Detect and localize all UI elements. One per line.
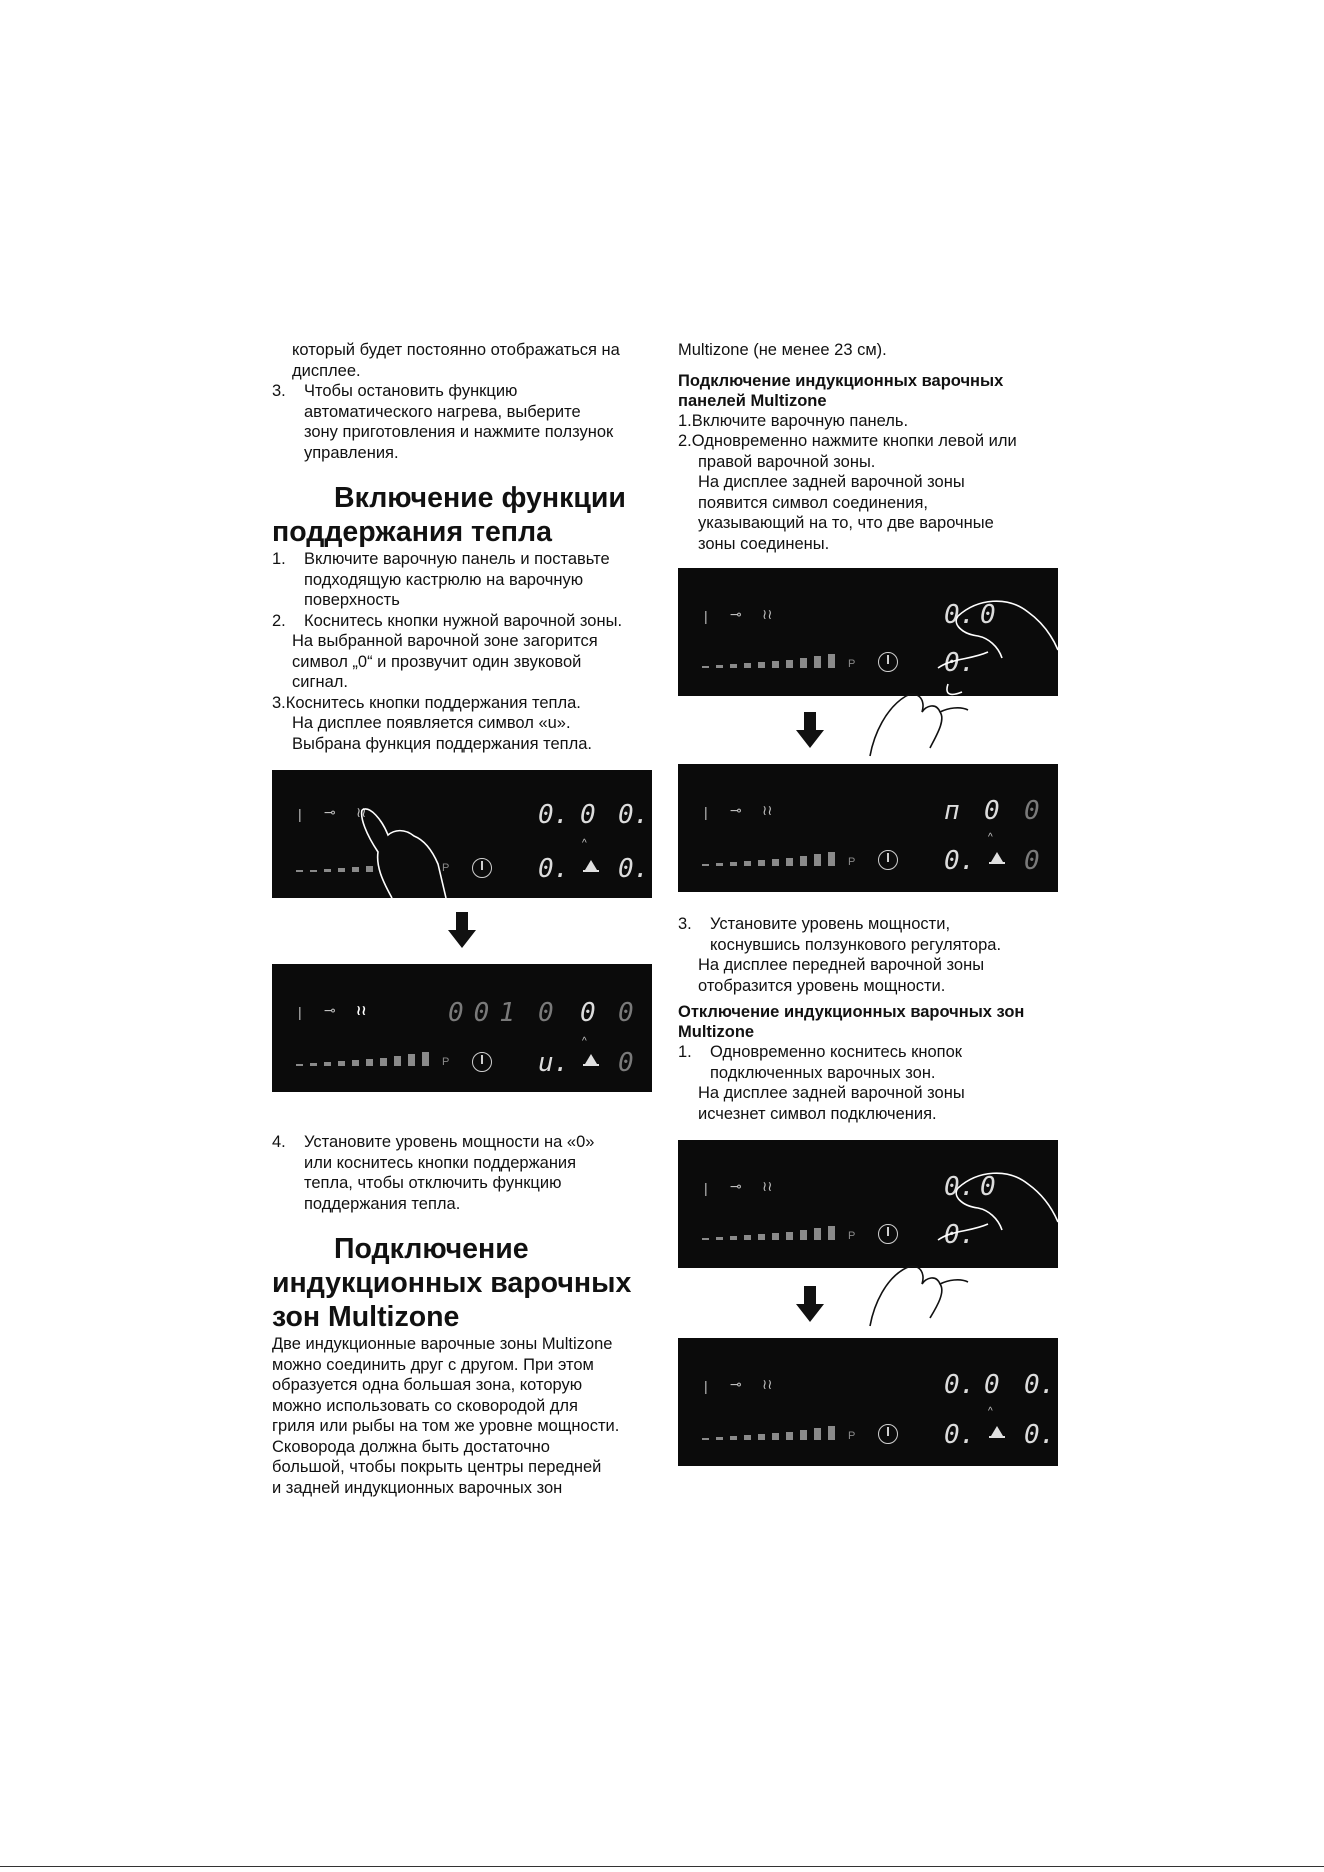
keep-warm-icon: ≀≀ xyxy=(762,1376,773,1392)
paragraph: Multizone (не менее 23 см). xyxy=(678,341,887,359)
paragraph-line: большой, чтобы покрыть центры передней xyxy=(272,1458,602,1476)
finger-hand-icon xyxy=(918,1160,1058,1268)
zone-display-rear: 0 xyxy=(580,998,596,1028)
zone-display-front-right: 0. xyxy=(1024,1420,1056,1450)
down-arrow-icon xyxy=(448,912,476,948)
section-heading: Подключение xyxy=(334,1233,529,1265)
list-text: Одновременно коснитесь кнопок xyxy=(710,1043,962,1061)
list-text: Установите уровень мощности, xyxy=(710,915,951,933)
list-text: На дисплее задней варочной зоны xyxy=(698,1084,965,1102)
list-text: поверхность xyxy=(304,591,400,609)
zone-display-rear-right: 0 xyxy=(1024,796,1040,826)
lock-bar-icon: | xyxy=(704,1180,708,1196)
list-text: На дисплее передней варочной зоны xyxy=(698,956,985,974)
list-text: коснувшись ползункового регулятора. xyxy=(710,935,1002,954)
zone-display-front-right: 0 xyxy=(618,1048,634,1078)
zone-display-front-right: 0. xyxy=(618,854,650,884)
down-arrow-icon xyxy=(796,712,824,748)
zone-display-rear: 0. xyxy=(944,600,976,630)
zone-display-rear: 0 xyxy=(580,800,596,830)
list-text: указывающий на то, что две варочные xyxy=(698,514,994,532)
page-bottom-rule xyxy=(0,1866,1324,1867)
caret-icon: ^ xyxy=(988,832,993,843)
cooktop-panel xyxy=(272,770,652,898)
caret-icon: ^ xyxy=(582,838,587,849)
lock-bar-icon: | xyxy=(704,1378,708,1394)
key-icon: ⊸ xyxy=(730,1376,742,1392)
finger-hand-icon xyxy=(918,588,1058,696)
key-icon: ⊸ xyxy=(730,802,742,818)
list-text: зоны соединены. xyxy=(698,534,830,553)
paragraph: дисплее. xyxy=(292,361,361,380)
zone-display-rear-right: 0. xyxy=(618,800,650,830)
timer-bell-icon[interactable] xyxy=(991,1426,1003,1436)
zone-display-rear-right: 0. xyxy=(1024,1370,1056,1400)
list-text: 3.Коснитесь кнопки поддержания тепла. xyxy=(272,693,581,712)
cooktop-panel xyxy=(272,964,652,1092)
list-text: исчезнет символ подключения. xyxy=(698,1104,937,1123)
power-icon[interactable] xyxy=(878,1224,898,1244)
power-slider[interactable] xyxy=(702,1422,852,1440)
zone-display-front: 0. xyxy=(944,648,976,678)
finger-hand-icon xyxy=(866,690,976,758)
zone-display-rear-right: 0 xyxy=(618,998,634,1028)
list-number: 3. xyxy=(272,382,286,400)
timer-display: 001 xyxy=(448,998,525,1028)
caret-icon: ^ xyxy=(988,1406,993,1417)
list-number: 1. xyxy=(272,550,286,568)
paragraph-line: можно использовать со сковородой для xyxy=(272,1396,578,1415)
cooktop-panel xyxy=(678,1338,1058,1466)
zone-display-front: u. xyxy=(538,1048,570,1078)
section-heading: Включение функции xyxy=(334,482,626,514)
keep-warm-icon: ≀≀ xyxy=(356,804,367,820)
section-heading: зон Multizone xyxy=(272,1301,460,1333)
caret-icon: ^ xyxy=(582,1036,587,1047)
list-text: или коснитесь кнопки поддержания xyxy=(304,1153,577,1172)
paragraph-line: гриля или рыбы на том же уровне мощности. xyxy=(272,1417,620,1435)
paragraph: который будет постоянно отображаться на xyxy=(292,341,620,359)
finger-hand-icon xyxy=(352,800,482,898)
slider-p-label: P xyxy=(442,862,450,874)
list-text: тепла, чтобы отключить функцию xyxy=(304,1174,562,1192)
cooktop-panel xyxy=(678,764,1058,892)
list-text: 2.Одновременно нажмите кнопки левой или xyxy=(678,432,1017,450)
list-text: Выбрана функция поддержания тепла. xyxy=(292,734,592,753)
subsection-heading: Отключение индукционных варочных зон xyxy=(678,1003,1025,1021)
list-text: 1.Включите варочную панель. xyxy=(678,411,909,430)
list-text: правой варочной зоны. xyxy=(698,452,876,471)
power-icon[interactable] xyxy=(472,1052,492,1072)
zone-display-front: 0. xyxy=(944,1420,976,1450)
list-number: 2. xyxy=(272,611,286,630)
list-item xyxy=(272,693,654,755)
keep-warm-icon: ≀≀ xyxy=(762,802,773,818)
cooktop-panel xyxy=(678,1140,1058,1268)
list-text: На дисплее задней варочной зоны xyxy=(698,473,965,491)
subsection-heading: панелей Multizone xyxy=(678,391,827,410)
down-arrow-icon xyxy=(796,1286,824,1322)
keep-warm-icon: ≀≀ xyxy=(356,1002,367,1018)
list-item xyxy=(272,611,654,693)
list-number: 3. xyxy=(678,915,692,933)
zone-display-rear: 0 xyxy=(984,1370,1000,1400)
zone-display-front: 0. xyxy=(944,846,976,876)
paragraph-line: Две индукционные варочные зоны Multizone xyxy=(272,1335,613,1353)
list-text: появится символ соединения, xyxy=(698,493,928,512)
subsection-heading: Multizone xyxy=(678,1023,755,1041)
zone-display-rear: 0 xyxy=(984,796,1000,826)
power-slider[interactable] xyxy=(702,1222,852,1240)
paragraph-line: Сковорода должна быть достаточно xyxy=(272,1437,550,1456)
list-text: сигнал. xyxy=(292,673,348,691)
lock-bar-icon: | xyxy=(298,1004,302,1020)
slider-p-label: P xyxy=(848,658,856,670)
lock-bar-icon: | xyxy=(704,608,708,624)
cooktop-panel xyxy=(678,568,1058,696)
keep-warm-icon: ≀≀ xyxy=(762,606,773,622)
slider-p-label: P xyxy=(848,1230,856,1242)
slider-p-label: P xyxy=(848,856,856,868)
timer-bell-icon[interactable] xyxy=(585,1054,597,1064)
paragraph-line: образуется одна большая зона, которую xyxy=(272,1376,583,1394)
zone-display-rear-right: 0 xyxy=(980,1172,996,1202)
timer-bell-icon[interactable] xyxy=(585,860,597,870)
zone-display-front: 0. xyxy=(944,1220,976,1250)
list-text: подходящую кастрюлю на варочную xyxy=(304,570,584,589)
list-text: управления. xyxy=(304,443,399,462)
key-icon: ⊸ xyxy=(730,1178,742,1194)
list-text: зону приготовления и нажмите ползунок xyxy=(304,423,614,441)
list-text: Коснитесь кнопки нужной варочной зоны. xyxy=(304,611,623,630)
zone-display-front: 0. xyxy=(538,854,570,884)
list-text: поддержания тепла. xyxy=(304,1194,461,1213)
timer-bell-icon[interactable] xyxy=(991,852,1003,862)
list-item xyxy=(272,549,654,611)
list-text: На выбранной варочной зоне загорится xyxy=(292,632,598,650)
power-icon[interactable] xyxy=(878,1424,898,1444)
list-item xyxy=(272,381,654,463)
list-text: отобразится уровень мощности. xyxy=(698,976,946,995)
timer-digit: 0. xyxy=(944,1370,976,1400)
slider-p-label: P xyxy=(442,1056,450,1068)
key-icon: ⊸ xyxy=(730,606,742,622)
lock-bar-icon: | xyxy=(298,806,302,822)
timer-digit: 0. xyxy=(538,800,570,830)
list-text: Установите уровень мощности на «0» xyxy=(304,1133,595,1151)
zone-display-rear: 0. xyxy=(944,1172,976,1202)
power-icon[interactable] xyxy=(878,850,898,870)
power-slider[interactable] xyxy=(702,848,852,866)
list-text: Включите варочную панель и поставьте xyxy=(304,550,610,568)
list-text: автоматического нагрева, выберите xyxy=(304,402,581,421)
list-number: 4. xyxy=(272,1133,286,1151)
section-heading: индукционных варочных xyxy=(272,1267,632,1299)
key-icon: ⊸ xyxy=(324,1002,336,1018)
list-text: Чтобы остановить функцию xyxy=(304,382,518,400)
list-text: подключенных варочных зон. xyxy=(710,1063,936,1082)
list-text: символ „0“ и прозвучит один звуковой xyxy=(292,652,582,671)
connection-symbol: п xyxy=(944,796,960,826)
timer-digit: 0 xyxy=(538,998,554,1028)
list-text: На дисплее появляется символ «u». xyxy=(292,714,571,732)
paragraph-line: можно соединить друг с другом. При этом xyxy=(272,1355,594,1374)
keep-warm-icon: ≀≀ xyxy=(762,1178,773,1194)
slider-p-label: P xyxy=(848,1430,856,1442)
zone-display-rear-right: 0 xyxy=(980,600,996,630)
zone-display-front-right: 0 xyxy=(1024,846,1040,876)
subsection-heading: Подключение индукционных варочных xyxy=(678,371,1004,390)
power-slider[interactable] xyxy=(702,650,852,668)
power-icon[interactable] xyxy=(878,652,898,672)
key-icon: ⊸ xyxy=(324,804,336,820)
list-number: 1. xyxy=(678,1043,692,1061)
section-heading: поддержания тепла xyxy=(272,516,552,548)
lock-bar-icon: | xyxy=(704,804,708,820)
list-item xyxy=(272,1132,654,1214)
paragraph-line: и задней индукционных варочных зон xyxy=(272,1478,563,1497)
power-slider[interactable] xyxy=(296,1048,446,1066)
finger-hand-icon xyxy=(866,1262,976,1328)
